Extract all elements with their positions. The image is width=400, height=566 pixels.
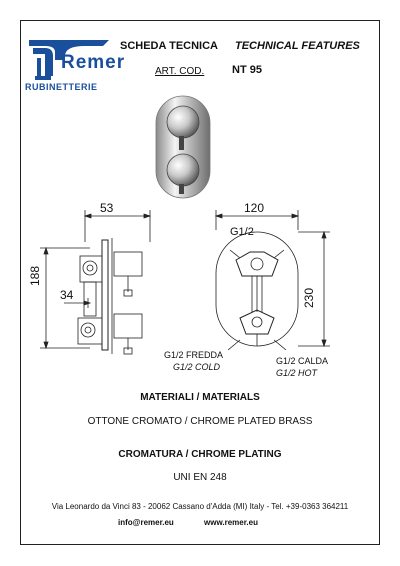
dim-height: 188: [28, 265, 42, 286]
title-english: TECHNICAL FEATURES: [235, 40, 360, 52]
side-view-drawing: [30, 200, 160, 360]
footer-website[interactable]: www.remer.eu: [204, 518, 258, 527]
footer-address: Via Leonardo da Vinci 83 - 20062 Cassano d'Adda (MI) Italy - Tel. +39-0363 364211: [51, 502, 349, 511]
materials-value: OTTONE CROMATO / CHROME PLATED BRASS: [87, 416, 313, 427]
dim-depth: 53: [100, 201, 114, 215]
brand-name: Remer: [61, 52, 126, 73]
dim-offset: 34: [60, 288, 74, 302]
footer-email[interactable]: info@remer.eu: [118, 518, 174, 527]
remer-logo: [25, 36, 126, 94]
product-photo: [148, 92, 218, 202]
hot-inlet-label-en: G1/2 HOT: [276, 368, 318, 378]
art-cod-label: ART. COD.: [155, 66, 205, 77]
finish-value: UNI EN 248: [173, 472, 227, 483]
title-italian: SCHEDA TECNICA: [120, 40, 218, 52]
hot-inlet-label-it: G1/2 CALDA: [276, 356, 329, 366]
front-view-drawing: [200, 200, 350, 350]
dim-plate-height: 230: [302, 287, 316, 308]
materials-heading: MATERIALI / MATERIALS: [140, 392, 260, 403]
cold-inlet-label-en: G1/2 COLD: [173, 362, 221, 372]
brand-subtitle: RUBINETTERIE: [25, 82, 98, 92]
finish-heading: CROMATURA / CHROME PLATING: [118, 449, 282, 460]
art-cod-value: NT 95: [232, 64, 262, 76]
thread-top-label: G1/2: [230, 226, 254, 238]
cold-inlet-label-it: G1/2 FREDDA: [164, 350, 224, 360]
dim-width: 120: [244, 201, 265, 215]
